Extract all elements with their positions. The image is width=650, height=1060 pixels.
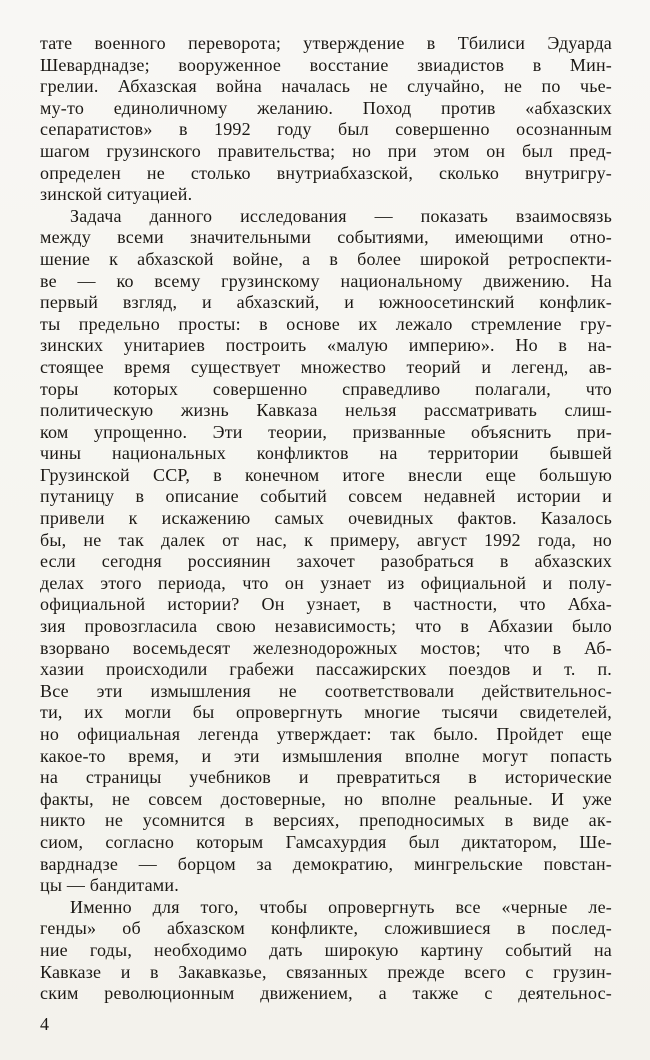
text-line: му-то единоличному желанию. Поход против «абхазских <box>40 97 612 118</box>
text-line: первый взгляд, и абхазский, и южноосетинский конфлик- <box>40 292 612 313</box>
text-line: Шеварднадзе; вооруженное восстание звиадистов в Мин- <box>40 54 612 75</box>
text-line: зинских унитариев построить «малую империю». Но в на- <box>40 335 612 356</box>
page-number: 4 <box>40 1014 49 1034</box>
paragraph <box>40 33 612 206</box>
text-line: какое-то время, и эти измышления вполне могут попасть <box>40 745 612 766</box>
text-line: варднадзе — борцом за демократию, мингрельские повстан- <box>40 853 612 874</box>
text-line: зия провозгласила свою независимость; что в Абхазии было <box>40 616 612 637</box>
text-line: грелии. Абхазская война началась не случайно, не по чье- <box>40 76 612 97</box>
text-line: сиом, согласно которым Гамсахурдия был диктатором, Ше- <box>40 831 612 852</box>
paragraph <box>40 206 612 897</box>
text-line: ве — ко всему грузинскому национальному движению. На <box>40 270 612 291</box>
text-line: на страницы учебников и превратиться в исторические <box>40 767 612 788</box>
text-line: путаницу в описание событий совсем недавней истории и <box>40 486 612 507</box>
text-line: Кавказе и в Закавказье, связанных прежде всего с грузин- <box>40 961 612 982</box>
text-line: тате военного переворота; утверждение в Тбилиси Эдуарда <box>40 33 612 53</box>
text-line: если сегодня россиянин захочет разобраться в абхазских <box>40 551 612 572</box>
text-line: Задача данного исследования — показать взаимосвязь <box>70 205 612 226</box>
text-line: ским революционным движением, а также с деятельнос- <box>40 983 612 1004</box>
text-line: шагом грузинского правительства; но при этом он был пред- <box>40 140 612 161</box>
text-line: цы — бандитами. <box>40 875 179 896</box>
text-line: ти, их могли бы опровергнуть многие тысячи свидетелей, <box>40 702 612 723</box>
text-line: торы которых совершенно справедливо полагали, что <box>40 378 612 399</box>
text-line: взорвано восемьдесят железнодорожных мостов; что в Аб- <box>40 637 612 658</box>
text-line: никто не усомнится в версиях, преподносимых в виде ак- <box>40 810 612 831</box>
text-line: сепаратистов» в 1992 году был совершенно осознанным <box>40 119 612 140</box>
text-line: чины национальных конфликтов на территории бывшей <box>40 443 612 464</box>
text-line: политическую жизнь Кавказа нельзя рассматривать слиш- <box>40 400 612 421</box>
text-line: официальной истории? Он узнает, в частности, что Абха- <box>40 594 612 615</box>
text-line: бы, не так далек от нас, к примеру, август 1992 года, но <box>40 529 612 550</box>
text-line: стоящее время существует множество теорий и легенд, ав- <box>40 356 612 377</box>
paragraph <box>40 897 612 1005</box>
text-line: генды» об абхазском конфликте, сложившиеся в послед- <box>40 918 612 939</box>
text-line: Все эти измышления не соответствовали действительнос- <box>40 680 612 701</box>
text-line: ние годы, необходимо дать широкую картину событий на <box>40 939 612 960</box>
text-line: хазии происходили грабежи пассажирских поездов и т. п. <box>40 659 612 680</box>
text-line: но официальная легенда утверждает: так было. Пройдет еще <box>40 724 612 744</box>
text-line: привели к искажению самых очевидных фактов. Казалось <box>40 508 612 529</box>
text-line: делах этого периода, что он узнает из официальной и полу- <box>40 572 612 593</box>
text-line: определен не столько внутриабхазской, сколько внутригру- <box>40 162 612 183</box>
text-line: зинской ситуацией. <box>40 184 193 205</box>
text-line: Грузинской ССР, в конечном итоге внесли еще большую <box>40 464 612 485</box>
text-line: шение к абхазской войне, а в более широкой ретроспекти- <box>40 248 612 269</box>
text-line: факты, не совсем достоверные, но вполне реальные. И уже <box>40 788 612 809</box>
text-line: между всеми значительными событиями, имеющими отно- <box>40 227 612 248</box>
text-line: Именно для того, чтобы опровергнуть все «черные ле- <box>70 896 612 917</box>
page-text <box>40 33 612 1005</box>
text-line: ты предельно просты: в основе их лежало стремление гру- <box>40 313 612 334</box>
text-line: ком упрощенно. Эти теории, призванные объяснить при- <box>40 421 612 442</box>
